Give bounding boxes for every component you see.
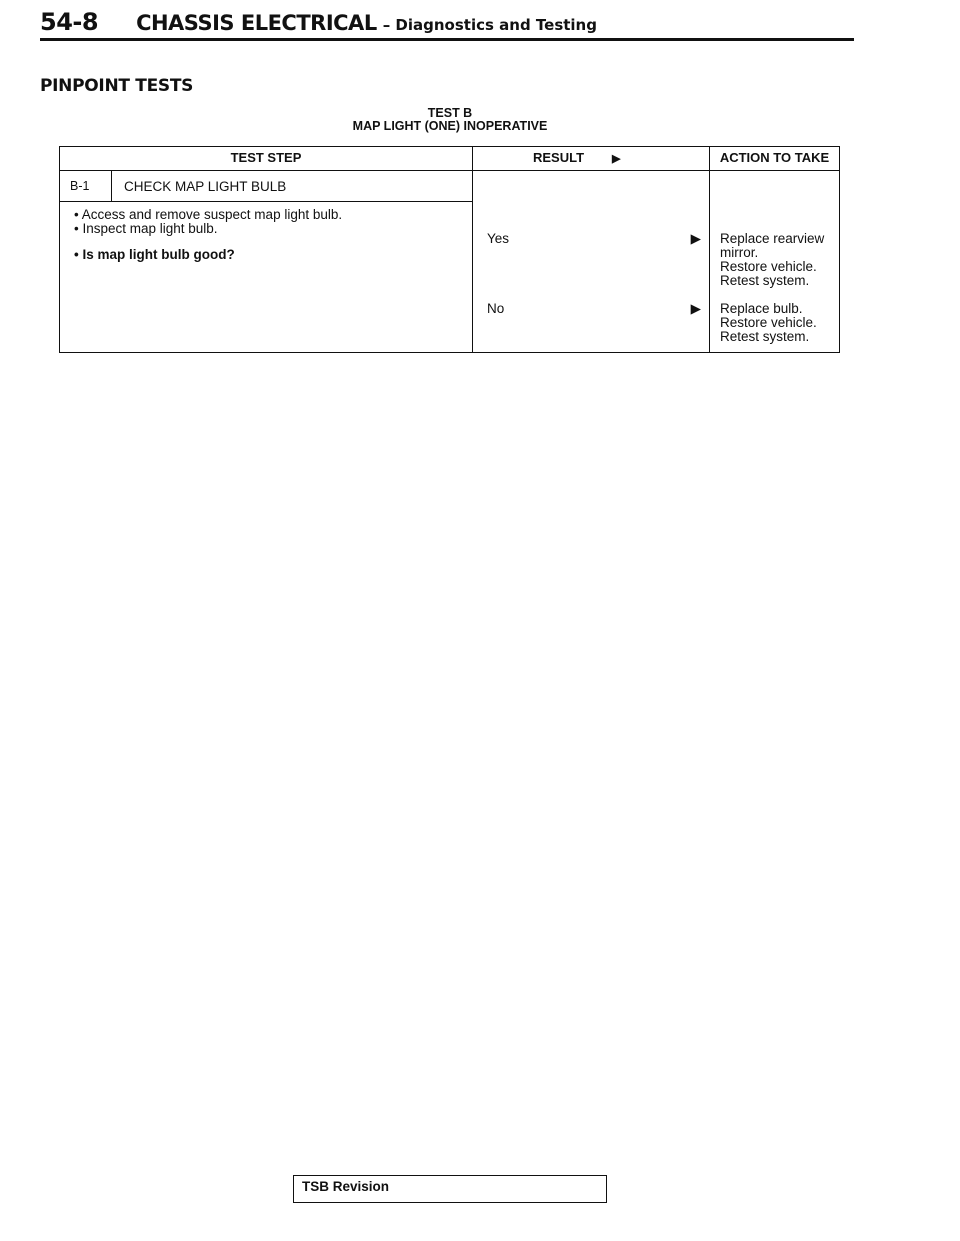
step-header (60, 171, 472, 202)
arrow-icon: ▶ (612, 153, 621, 165)
action-cell (710, 171, 840, 353)
header-test-step: TEST STEP (60, 147, 473, 171)
header-result (473, 147, 710, 171)
section-title: PINPOINT TESTS (40, 76, 194, 96)
step-instruction: • Inspect map light bulb. (74, 221, 218, 236)
test-step-cell (60, 171, 473, 353)
action-line: Retest system. (720, 273, 810, 288)
header-result-label: RESULT (533, 150, 585, 165)
arrow-icon: ▶ (690, 301, 701, 316)
result-yes (473, 232, 709, 246)
step-question: • Is map light bulb good? (74, 247, 235, 262)
header-action: ACTION TO TAKE (710, 147, 840, 171)
page-header (40, 8, 854, 36)
step-title: CHECK MAP LIGHT BULB (124, 179, 287, 194)
action-line: mirror. (720, 245, 759, 260)
result-no (473, 302, 709, 316)
result-label: No (487, 301, 505, 316)
tsb-revision-box: TSB Revision (293, 1175, 607, 1203)
header-rule (40, 38, 854, 41)
arrow-icon: ▶ (690, 231, 701, 246)
action-line: Restore vehicle. (720, 315, 817, 330)
action-line: Replace rearview (720, 231, 825, 246)
test-title: MAP LIGHT (ONE) INOPERATIVE (352, 119, 548, 133)
chapter-title: CHASSIS ELECTRICAL (136, 11, 377, 35)
action-list (710, 171, 839, 352)
step-instruction: • Access and remove suspect map light bulb. (74, 207, 343, 222)
step-body (60, 202, 472, 280)
action-line: Replace bulb. (720, 301, 803, 316)
step-id: B-1 (60, 171, 112, 201)
pinpoint-test-table (59, 146, 840, 353)
action-line: Retest system. (720, 329, 810, 344)
table-row (60, 171, 840, 353)
page-number: 54-8 (40, 8, 99, 36)
test-label: TEST B (427, 106, 473, 120)
chapter-subtitle: – Diagnostics and Testing (382, 16, 597, 34)
test-heading (60, 107, 840, 133)
table-header-row (60, 147, 840, 171)
result-cell (473, 171, 710, 353)
result-label: Yes (487, 231, 510, 246)
action-line: Restore vehicle. (720, 259, 817, 274)
